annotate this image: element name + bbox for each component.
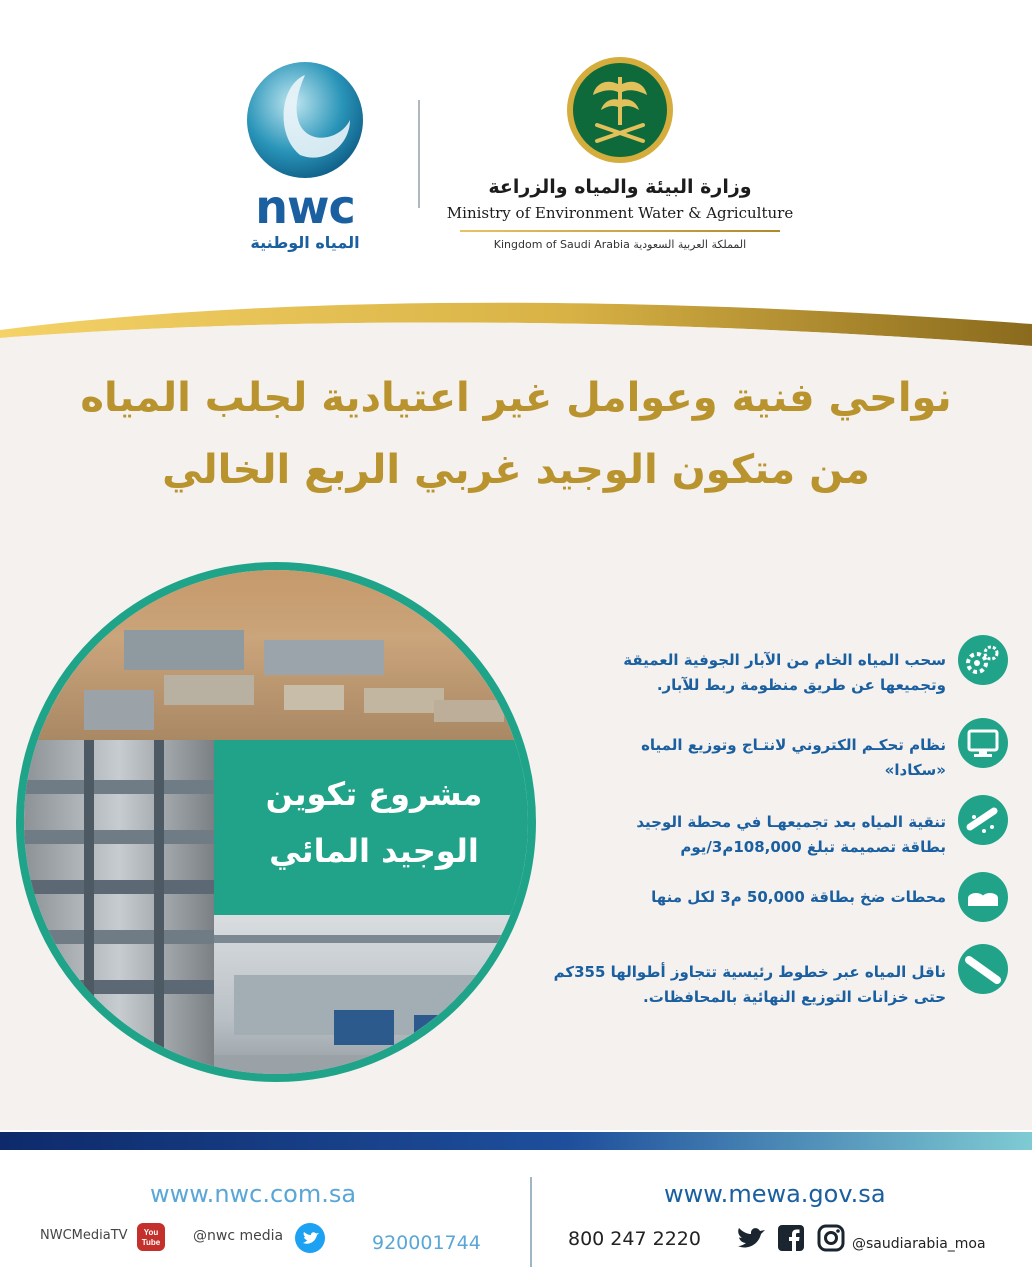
kingdom-line: Kingdom of Saudi Arabia المملكة العربية السعودية <box>493 238 747 251</box>
nwc-phone-number[interactable]: 920001744 <box>372 1232 481 1254</box>
footer <box>0 1150 1032 1280</box>
nwc-twitter-handle[interactable]: @nwc media <box>193 1228 284 1244</box>
mewa-phone-number[interactable]: 800 247 2220 <box>568 1228 701 1250</box>
project-name-line-2: الوجيد المائي <box>269 832 479 870</box>
purification-icon <box>958 795 1008 845</box>
header <box>0 0 1032 330</box>
mewa-website-link[interactable]: www.mewa.gov.sa <box>664 1180 886 1208</box>
feature-item <box>526 648 946 698</box>
pipes-photo <box>24 740 214 1082</box>
twitter-icon[interactable] <box>736 1224 768 1252</box>
plant-aerial-photo <box>24 570 536 740</box>
feature-text-line-2: «سكادا» <box>884 761 946 779</box>
youtube-icon[interactable] <box>136 1222 166 1252</box>
feature-text-line-1: محطات ضخ بطاقة 50,000 م3 لكل منها <box>651 888 946 906</box>
feature-item <box>526 885 946 910</box>
instagram-icon[interactable] <box>817 1224 845 1252</box>
facebook-icon[interactable] <box>777 1224 805 1252</box>
feature-text-line-2: وتجميعها عن طريق منظومة ربط للآبار. <box>656 676 946 694</box>
feature-item <box>526 733 946 783</box>
gears-icon <box>958 635 1008 685</box>
pipe-icon <box>958 944 1008 994</box>
feature-text-line-1: تنقية المياه بعد تجميعهـا في محطة الوجيد <box>636 813 946 831</box>
pump-hall-photo <box>214 915 536 1082</box>
feature-item <box>526 960 946 1010</box>
title-line-2: من متكون الوجيد غربي الربع الخالي <box>162 447 870 493</box>
project-name-box <box>214 740 536 915</box>
twitter-icon[interactable] <box>294 1222 326 1254</box>
youtube-badge-bottom: Tube <box>141 1238 161 1247</box>
ministry-name-arabic: وزارة البيئة والمياه والزراعة <box>488 176 752 198</box>
bottom-color-band <box>0 1132 1032 1150</box>
ministry-name-english: Ministry of Environment Water & Agriculture <box>446 204 794 222</box>
nwc-logo <box>240 55 370 255</box>
nwc-youtube-handle[interactable]: NWCMediaTV <box>40 1228 128 1243</box>
feature-text-line-2: بطاقة تصميمة تبلغ 108,000م3/يوم <box>680 838 946 856</box>
project-name-line-1: مشروع تكوين <box>265 775 483 813</box>
project-photo-collage <box>16 562 536 1082</box>
title-line-1: نواحي فنية وعوامل غير اعتيادية لجلب المياه <box>80 375 952 421</box>
ministry-rule <box>460 230 780 232</box>
feature-text-line-1: سحب المياه الخام من الآبار الجوفية العميقة <box>623 651 946 669</box>
feature-text-line-1: ناقل المياه عبر خطوط رئيسية تتجاوز أطوالها 355كم <box>553 963 946 981</box>
feature-item <box>526 810 946 860</box>
feature-text-line-1: نظام تحكـم الكتروني لانتـاج وتوزيع المياه <box>641 736 946 754</box>
ministry-emblem-icon <box>565 55 675 165</box>
gold-wave <box>0 290 1032 360</box>
nwc-drop-icon <box>240 55 370 185</box>
mewa-social-handle[interactable]: @saudiarabia_moa <box>852 1236 986 1252</box>
youtube-badge-top: You <box>143 1228 159 1237</box>
feature-text-line-2: حتى خزانات التوزيع النهائية بالمحافظات. <box>643 988 946 1006</box>
pumps-icon <box>958 872 1008 922</box>
nwc-logo-word: nwc <box>255 180 355 234</box>
nwc-logo-arabic: المياه الوطنية <box>250 233 360 252</box>
monitor-icon <box>958 718 1008 768</box>
nwc-website-link[interactable]: www.nwc.com.sa <box>150 1180 357 1208</box>
header-divider <box>418 100 420 208</box>
footer-divider <box>530 1177 532 1267</box>
